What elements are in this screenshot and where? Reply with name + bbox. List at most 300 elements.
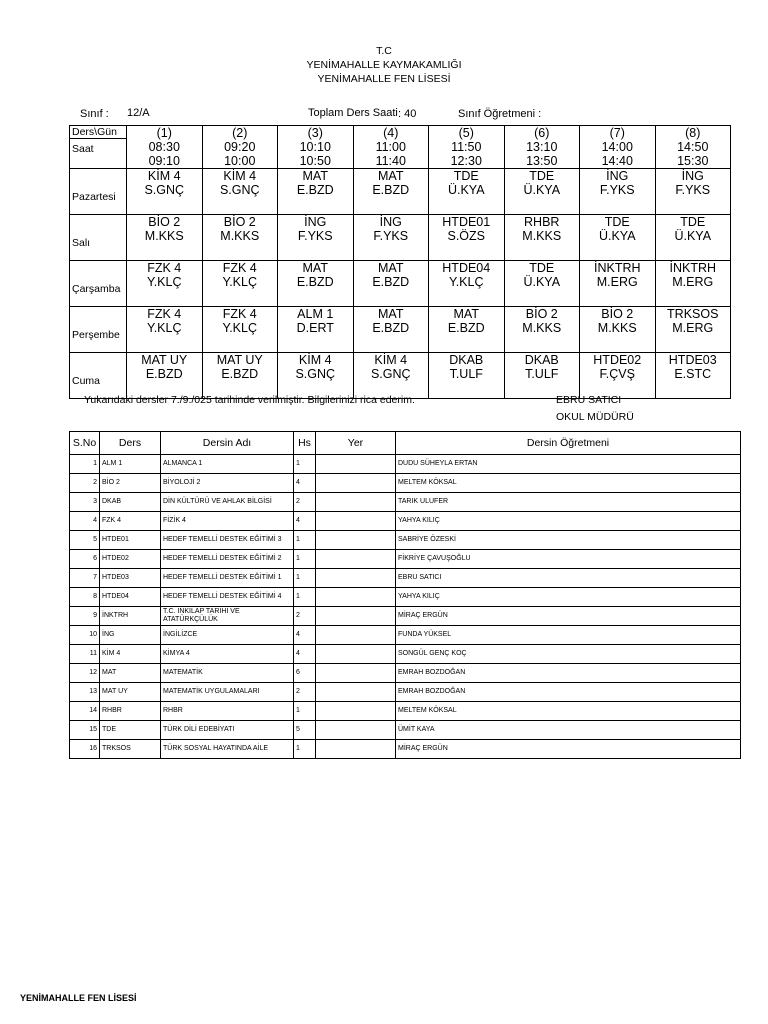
timetable-corner: [70, 126, 127, 169]
period-end: 14:40: [601, 154, 633, 168]
period-end: 11:40: [375, 154, 406, 168]
table-row: [70, 645, 741, 664]
lesson-cell: [278, 261, 354, 307]
lesson-cell: [655, 307, 731, 353]
column-header: Hs: [294, 432, 316, 455]
course-code: MAT UY: [100, 683, 161, 702]
lesson-code: MAT UY: [141, 353, 188, 367]
lesson-cell: [504, 353, 580, 399]
course-name: BİYOLOJİ 2: [161, 474, 294, 493]
lesson-teacher: F.YKS: [297, 229, 333, 243]
lesson-code: DKAB: [524, 353, 559, 367]
course-no: 15: [70, 721, 100, 740]
lesson-cell: [278, 307, 354, 353]
course-hs: 1: [294, 531, 316, 550]
lesson-teacher: T.ULF: [449, 367, 483, 381]
lesson-teacher: S.GNÇ: [295, 367, 336, 381]
course-yer: [316, 664, 396, 683]
lesson-cell: [202, 215, 278, 261]
lesson-code: BİO 2: [601, 307, 634, 321]
period-start: 11:00: [375, 140, 406, 154]
column-header: Ders: [100, 432, 161, 455]
course-code: TRKSOS: [100, 740, 161, 759]
course-name: HEDEF TEMELLİ DESTEK EĞİTİMİ 3: [161, 531, 294, 550]
table-row: [70, 474, 741, 493]
lesson-cell: [127, 215, 203, 261]
lesson-code: DKAB: [449, 353, 484, 367]
day-label: Pazartesi: [72, 190, 116, 203]
course-code: FZK 4: [100, 512, 161, 531]
lesson-cell: [278, 169, 354, 215]
lesson-teacher: Ü.KYA: [523, 275, 561, 289]
lesson-cell: [353, 169, 429, 215]
date-note: Yukarıdaki dersler 7./9./025 tarihinde verilmiştir. Bilgilerinizi rica ederim.: [84, 394, 415, 406]
period-header: [504, 126, 580, 169]
lesson-teacher: T.ULF: [525, 367, 559, 381]
period-header: [278, 126, 354, 169]
lesson-code: MAT: [378, 261, 404, 275]
table-row: [70, 683, 741, 702]
course-no: 8: [70, 588, 100, 607]
course-no: 10: [70, 626, 100, 645]
course-name: RHBR: [161, 702, 294, 721]
table-row: [70, 740, 741, 759]
course-list: [69, 431, 741, 759]
course-code: HTDE01: [100, 531, 161, 550]
lesson-teacher: Ü.KYA: [523, 183, 561, 197]
course-hs: 4: [294, 512, 316, 531]
lesson-code: İNG: [606, 169, 629, 183]
table-row: [70, 702, 741, 721]
course-no: 16: [70, 740, 100, 759]
course-teacher: MELTEM KÖKSAL: [396, 702, 741, 721]
lesson-teacher: M.KKS: [522, 229, 562, 243]
lesson-teacher: E.STC: [674, 367, 712, 381]
course-teacher: EMRAH BOZDOĞAN: [396, 683, 741, 702]
course-code: HTDE02: [100, 550, 161, 569]
lesson-teacher: F.YKS: [373, 229, 409, 243]
course-hs: 2: [294, 493, 316, 512]
period-start: 13:10: [526, 140, 558, 154]
table-row: [70, 512, 741, 531]
lesson-cell: [504, 307, 580, 353]
course-code: HTDE04: [100, 588, 161, 607]
course-name: ALMANCA 1: [161, 455, 294, 474]
lesson-cell: [429, 261, 505, 307]
period-no: (2): [232, 126, 248, 140]
lesson-code: ALM 1: [297, 307, 334, 321]
lesson-teacher: M.KKS: [220, 229, 260, 243]
lesson-cell: [504, 261, 580, 307]
period-no: (7): [609, 126, 625, 140]
lesson-teacher: E.BZD: [145, 367, 183, 381]
course-teacher: SABRİYE ÖZESKİ: [396, 531, 741, 550]
course-teacher: EMRAH BOZDOĞAN: [396, 664, 741, 683]
period-end: 09:10: [148, 154, 180, 168]
day-row: [70, 261, 731, 307]
course-name: HEDEF TEMELLİ DESTEK EĞİTİMİ 4: [161, 588, 294, 607]
course-code: İNKTRH: [100, 607, 161, 626]
lesson-teacher: S.GNÇ: [219, 183, 260, 197]
course-name: FİZİK 4: [161, 512, 294, 531]
lesson-code: HTDE02: [593, 353, 642, 367]
lesson-cell: [429, 215, 505, 261]
course-code: DKAB: [100, 493, 161, 512]
lesson-code: TDE: [529, 261, 555, 275]
course-no: 7: [70, 569, 100, 588]
lesson-teacher: D.ERT: [296, 321, 334, 335]
period-no: (8): [685, 126, 701, 140]
table-row: [70, 493, 741, 512]
course-hs: 2: [294, 683, 316, 702]
lesson-cell: [504, 215, 580, 261]
lesson-cell: [580, 215, 656, 261]
column-header: Yer: [316, 432, 396, 455]
course-name: KİMYA 4: [161, 645, 294, 664]
course-code: RHBR: [100, 702, 161, 721]
lesson-code: MAT: [378, 307, 404, 321]
lesson-teacher: Y.KLÇ: [146, 275, 182, 289]
lesson-cell: [127, 261, 203, 307]
lesson-code: MAT UY: [216, 353, 263, 367]
course-name: İNGİLİZCE: [161, 626, 294, 645]
course-yer: [316, 626, 396, 645]
course-teacher: MİRAÇ ERGÜN: [396, 740, 741, 759]
lesson-code: İNG: [681, 169, 704, 183]
day-name: [70, 261, 127, 307]
class-teacher-label: Sınıf Öğretmeni :: [458, 108, 542, 120]
course-yer: [316, 740, 396, 759]
day-label: Perşembe: [72, 328, 120, 341]
lesson-cell: [202, 261, 278, 307]
lesson-cell: [655, 353, 731, 399]
course-code: TDE: [100, 721, 161, 740]
course-no: 1: [70, 455, 100, 474]
course-teacher: MELTEM KÖKSAL: [396, 474, 741, 493]
table-row: [70, 455, 741, 474]
lesson-teacher: Ü.KYA: [598, 229, 636, 243]
lesson-code: FZK 4: [147, 307, 182, 321]
header-line-2: YENİMAHALLE KAYMAKAMLIĞI: [306, 59, 462, 71]
table-row: [70, 550, 741, 569]
day-name: [70, 169, 127, 215]
course-yer: [316, 512, 396, 531]
period-end: 15:30: [677, 154, 709, 168]
lesson-teacher: E.BZD: [447, 321, 485, 335]
weekly-timetable: [69, 125, 731, 399]
lesson-teacher: E.BZD: [296, 183, 334, 197]
course-teacher: EBRU SATICI: [396, 569, 741, 588]
lesson-cell: [127, 169, 203, 215]
period-start: 14:50: [677, 140, 709, 154]
period-start: 10:10: [299, 140, 331, 154]
course-no: 11: [70, 645, 100, 664]
lesson-code: MAT: [302, 169, 328, 183]
day-row: [70, 307, 731, 353]
lesson-cell: [580, 353, 656, 399]
course-no: 4: [70, 512, 100, 531]
lesson-code: MAT: [378, 169, 404, 183]
day-label: Çarşamba: [72, 282, 121, 295]
lesson-teacher: M.ERG: [596, 275, 638, 289]
course-code: ALM 1: [100, 455, 161, 474]
course-hs: 4: [294, 626, 316, 645]
table-row: [70, 664, 741, 683]
lesson-teacher: F.YKS: [675, 183, 711, 197]
lesson-code: HTDE03: [668, 353, 717, 367]
lesson-teacher: E.BZD: [296, 275, 334, 289]
column-header: S.No: [70, 432, 100, 455]
principal-title: OKUL MÜDÜRÜ: [556, 411, 634, 423]
course-yer: [316, 607, 396, 626]
day-row: [70, 353, 731, 399]
lesson-cell: [353, 215, 429, 261]
course-yer: [316, 550, 396, 569]
lesson-cell: [353, 353, 429, 399]
lesson-cell: [278, 215, 354, 261]
lesson-code: BİO 2: [223, 215, 256, 229]
lesson-cell: [429, 169, 505, 215]
course-hs: 2: [294, 607, 316, 626]
column-header: Dersin Öğretmeni: [396, 432, 741, 455]
course-hs: 5: [294, 721, 316, 740]
course-hs: 1: [294, 569, 316, 588]
course-hs: 1: [294, 702, 316, 721]
course-hs: 4: [294, 645, 316, 664]
header-line-1: T.C: [376, 45, 392, 57]
period-header: [353, 126, 429, 169]
course-no: 9: [70, 607, 100, 626]
course-no: 3: [70, 493, 100, 512]
lesson-cell: [202, 169, 278, 215]
course-name: HEDEF TEMELLİ DESTEK EĞİTİMİ 1: [161, 569, 294, 588]
lesson-teacher: M.ERG: [672, 321, 714, 335]
course-yer: [316, 569, 396, 588]
course-name: TÜRK SOSYAL HAYATINDA AİLE: [161, 740, 294, 759]
lesson-cell: [202, 353, 278, 399]
day-name: [70, 353, 127, 399]
course-no: 12: [70, 664, 100, 683]
principal-name: EBRU SATICI: [556, 394, 622, 406]
course-code: BİO 2: [100, 474, 161, 493]
course-yer: [316, 493, 396, 512]
day-label: Cuma: [72, 374, 101, 387]
table-row: [70, 721, 741, 740]
course-yer: [316, 683, 396, 702]
lesson-cell: [580, 169, 656, 215]
period-end: 10:50: [299, 154, 331, 168]
course-name: MATEMATİK UYGULAMALARI: [161, 683, 294, 702]
course-no: 14: [70, 702, 100, 721]
course-code: MAT: [100, 664, 161, 683]
period-no: (4): [383, 126, 399, 140]
corner-day-label: Ders\Gün: [70, 126, 126, 139]
course-no: 13: [70, 683, 100, 702]
course-teacher: ÜMİT KAYA: [396, 721, 741, 740]
period-start: 08:30: [148, 140, 180, 154]
lesson-teacher: M.KKS: [597, 321, 637, 335]
period-no: (6): [534, 126, 550, 140]
period-end: 13:50: [526, 154, 558, 168]
course-name: HEDEF TEMELLİ DESTEK EĞİTİMİ 2: [161, 550, 294, 569]
lesson-code: KİM 4: [223, 169, 257, 183]
class-label: Sınıf :: [80, 108, 109, 120]
total-hours-value: : 40: [398, 108, 417, 120]
course-yer: [316, 531, 396, 550]
lesson-teacher: S.ÖZS: [447, 229, 485, 243]
lesson-code: TDE: [680, 215, 706, 229]
course-name: DİN KÜLTÜRÜ VE AHLAK BİLGİSİ: [161, 493, 294, 512]
total-hours-label: Toplam Ders Saati: [308, 107, 398, 119]
corner-time-label: Saat: [72, 143, 94, 155]
course-code: KİM 4: [100, 645, 161, 664]
lesson-code: MAT: [453, 307, 479, 321]
table-row: [70, 607, 741, 626]
lesson-code: TDE: [529, 169, 555, 183]
course-no: 5: [70, 531, 100, 550]
lesson-code: HTDE01: [442, 215, 491, 229]
lesson-cell: [580, 307, 656, 353]
period-header: [429, 126, 505, 169]
lesson-teacher: F.ÇVŞ: [599, 367, 635, 381]
table-row: [70, 569, 741, 588]
course-teacher: MİRAÇ ERGÜN: [396, 607, 741, 626]
course-yer: [316, 588, 396, 607]
period-start: 09:20: [224, 140, 256, 154]
lesson-teacher: M.KKS: [144, 229, 184, 243]
lesson-teacher: E.BZD: [221, 367, 259, 381]
lesson-teacher: E.BZD: [372, 183, 410, 197]
lesson-code: TRKSOS: [667, 307, 719, 321]
lesson-cell: [429, 307, 505, 353]
lesson-code: MAT: [302, 261, 328, 275]
lesson-cell: [202, 307, 278, 353]
course-list-header: [70, 432, 741, 455]
lesson-code: İNKTRH: [669, 261, 717, 275]
lesson-teacher: M.KKS: [522, 321, 562, 335]
lesson-cell: [580, 261, 656, 307]
lesson-cell: [127, 353, 203, 399]
class-value: 12/A: [127, 107, 150, 119]
lesson-code: HTDE04: [442, 261, 491, 275]
course-code: İNG: [100, 626, 161, 645]
course-name: MATEMATİK: [161, 664, 294, 683]
lesson-cell: [278, 353, 354, 399]
lesson-cell: [429, 353, 505, 399]
lesson-code: KİM 4: [374, 353, 408, 367]
lesson-cell: [504, 169, 580, 215]
lesson-code: BİO 2: [148, 215, 181, 229]
course-teacher: TARIK ULUFER: [396, 493, 741, 512]
course-no: 6: [70, 550, 100, 569]
lesson-code: BİO 2: [525, 307, 558, 321]
footer-school-name: YENİMAHALLE FEN LİSESİ: [20, 993, 137, 1003]
lesson-code: RHBR: [524, 215, 560, 229]
lesson-teacher: S.GNÇ: [370, 367, 411, 381]
course-code: HTDE03: [100, 569, 161, 588]
lesson-cell: [353, 307, 429, 353]
lesson-code: TDE: [453, 169, 479, 183]
course-no: 2: [70, 474, 100, 493]
day-row: [70, 169, 731, 215]
lesson-teacher: Y.KLÇ: [146, 321, 182, 335]
course-hs: 4: [294, 474, 316, 493]
lesson-code: KİM 4: [147, 169, 181, 183]
lesson-code: İNG: [379, 215, 402, 229]
course-yer: [316, 455, 396, 474]
lesson-teacher: E.BZD: [372, 275, 410, 289]
day-name: [70, 215, 127, 261]
table-row: [70, 588, 741, 607]
timetable-header-row: [70, 126, 731, 169]
lesson-cell: [655, 169, 731, 215]
period-header: [127, 126, 203, 169]
course-yer: [316, 645, 396, 664]
course-teacher: YAHYA KILIÇ: [396, 512, 741, 531]
lesson-teacher: E.BZD: [372, 321, 410, 335]
lesson-code: KİM 4: [298, 353, 332, 367]
table-row: [70, 626, 741, 645]
period-header: [655, 126, 731, 169]
period-no: (5): [458, 126, 474, 140]
lesson-teacher: Y.KLÇ: [448, 275, 484, 289]
lesson-code: TDE: [604, 215, 630, 229]
course-yer: [316, 702, 396, 721]
course-teacher: FİKRİYE ÇAVUŞOĞLU: [396, 550, 741, 569]
day-row: [70, 215, 731, 261]
course-name: TÜRK DİLİ EDEBİYATI: [161, 721, 294, 740]
course-hs: 1: [294, 740, 316, 759]
lesson-code: FZK 4: [222, 307, 257, 321]
lesson-cell: [353, 261, 429, 307]
day-name: [70, 307, 127, 353]
day-label: Salı: [72, 236, 91, 249]
lesson-teacher: Y.KLÇ: [222, 321, 257, 335]
period-start: 14:00: [601, 140, 633, 154]
course-name: T.C. İNKILAP TARİHİ VE ATATÜRKÇÜLÜK: [161, 607, 294, 626]
column-header: Dersin Adı: [161, 432, 294, 455]
lesson-code: FZK 4: [147, 261, 182, 275]
course-hs: 1: [294, 455, 316, 474]
course-teacher: DUDU SÜHEYLA ERTAN: [396, 455, 741, 474]
course-yer: [316, 474, 396, 493]
course-hs: 6: [294, 664, 316, 683]
course-teacher: FUNDA YÜKSEL: [396, 626, 741, 645]
lesson-teacher: Ü.KYA: [674, 229, 712, 243]
period-start: 11:50: [451, 140, 482, 154]
period-header: [580, 126, 656, 169]
lesson-cell: [655, 215, 731, 261]
course-teacher: YAHYA KILIÇ: [396, 588, 741, 607]
table-row: [70, 531, 741, 550]
course-hs: 1: [294, 550, 316, 569]
period-no: (1): [156, 126, 172, 140]
lesson-teacher: Ü.KYA: [447, 183, 485, 197]
course-hs: 1: [294, 588, 316, 607]
lesson-code: İNKTRH: [593, 261, 641, 275]
header-line-3: YENİMAHALLE FEN LİSESİ: [317, 73, 451, 85]
lesson-code: FZK 4: [222, 261, 257, 275]
lesson-teacher: M.ERG: [672, 275, 714, 289]
lesson-teacher: Y.KLÇ: [222, 275, 257, 289]
lesson-teacher: F.YKS: [599, 183, 635, 197]
period-end: 12:30: [450, 154, 482, 168]
lesson-cell: [127, 307, 203, 353]
lesson-code: İNG: [304, 215, 327, 229]
lesson-cell: [655, 261, 731, 307]
period-end: 10:00: [224, 154, 256, 168]
course-yer: [316, 721, 396, 740]
